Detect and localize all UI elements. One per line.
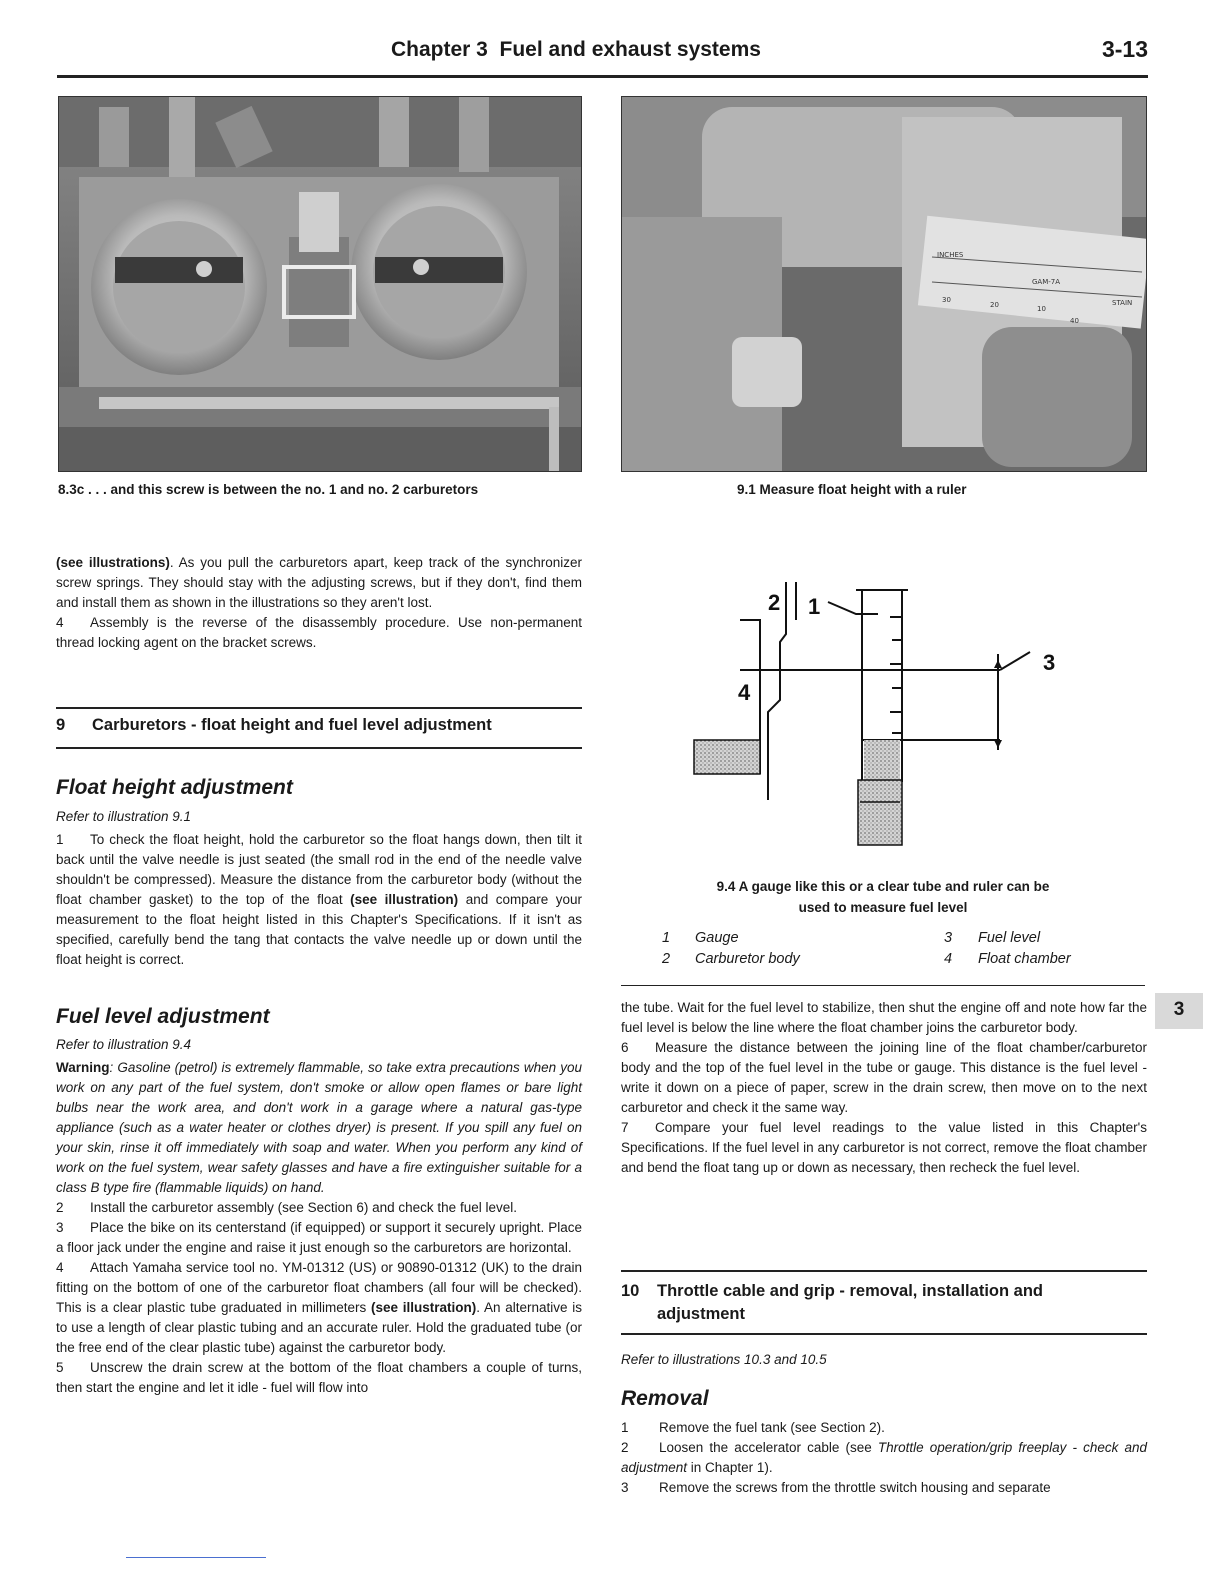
- chapter-title: Chapter 3 Fuel and exhaust systems: [391, 38, 761, 61]
- fp1-number: 1: [56, 832, 64, 847]
- legend-3-label: Fuel level: [978, 930, 1041, 946]
- section10-bottom-rule: [621, 1333, 1147, 1335]
- legend-4-num: 4: [944, 951, 953, 967]
- right-figure-caption: 9.1 Measure float height with a ruler: [737, 482, 967, 497]
- fl2-text: Install the carburetor assembly (see Section 6) and check the fuel level.: [90, 1200, 517, 1215]
- float-height-heading: Float height adjustment: [56, 776, 293, 799]
- warning-label: Warning: [56, 1060, 110, 1075]
- fl5-text: Unscrew the drain screw at the bottom of the float chambers a couple of turns, then start the engine and let it idle - fuel will flow into: [56, 1360, 582, 1395]
- section10-heading: [621, 1280, 1121, 1326]
- section10-top-rule: [621, 1270, 1147, 1272]
- p7-number: 7: [621, 1120, 629, 1135]
- fp1-bold: (see illustration): [350, 892, 459, 907]
- r1-text: Remove the fuel tank (see Section 2).: [659, 1420, 885, 1435]
- diagram-caption: [621, 876, 1145, 918]
- ruler-code-text: GAM-7A: [1032, 278, 1061, 286]
- carburetor-photo-art: [59, 97, 581, 471]
- legend-rule: [621, 985, 1145, 986]
- r3-number: 3: [621, 1480, 629, 1495]
- diagram-caption-line1: 9.4 A gauge like this or a clear tube and ruler can be: [716, 879, 1050, 894]
- bottom-link-underline: [126, 1557, 266, 1558]
- fuel-level-paragraphs: [56, 1058, 582, 1398]
- diagram-label-3: 3: [1043, 650, 1056, 675]
- fuel-level-diagram: [680, 572, 1100, 852]
- diagram-label-4: 4: [738, 680, 751, 705]
- fuel-level-heading: Fuel level adjustment: [56, 1005, 270, 1028]
- section9-number: 9: [56, 716, 66, 734]
- p6-text: Measure the distance between the joining line of the float chamber/carburetor body and the top of the fuel level in the tube or gauge. This distance is the fuel level - write it down on a piece of paper, screw in the drain screw, then move on to the next carburetor and check it the same way.: [621, 1040, 1147, 1115]
- diagram-label-2: 2: [768, 590, 781, 615]
- fl4-number: 4: [56, 1260, 64, 1275]
- ruler-photo-art: [622, 97, 1146, 471]
- section10-reference: Refer to illustrations 10.3 and 10.5: [621, 1352, 827, 1367]
- fl5-number: 5: [56, 1360, 64, 1375]
- section10-number: 10: [621, 1282, 640, 1300]
- r2-italic: Throttle operation/grip freeplay - check and adjustment: [621, 1440, 1147, 1475]
- left-intro-paragraph: [56, 553, 582, 653]
- diagram-label-1: 1: [808, 594, 821, 619]
- legend-1-num: 1: [662, 930, 671, 946]
- intro-bold: (see illustrations): [56, 555, 170, 570]
- float-height-paragraph: [56, 830, 582, 970]
- carburetor-photo: [58, 96, 582, 472]
- ruler-photo: [621, 96, 1147, 472]
- r3-text: Remove the screws from the throttle switch housing and separate: [659, 1480, 1051, 1495]
- legend-3-num: 3: [944, 930, 953, 946]
- header-rule: [57, 75, 1148, 78]
- ruler-tick-40: 40: [1070, 317, 1079, 325]
- ruler-stain-text: STAIN: [1112, 299, 1133, 307]
- p7-text: Compare your fuel level readings to the value listed in this Chapter's Specifications. If the fuel level in any carburetor is not correct, remove the float chamber and bend the float tang up or down as necessary, then recheck the fuel level.: [621, 1120, 1147, 1175]
- section9-title: Carburetors - float height and fuel level adjustment: [92, 716, 492, 734]
- diagram-legend: [662, 930, 1122, 974]
- section9-bottom-rule: [56, 747, 582, 749]
- legend-2-label: Carburetor body: [695, 951, 800, 967]
- section9-top-rule: [56, 707, 582, 709]
- r2-text-a: Loosen the accelerator cable (see: [659, 1440, 878, 1455]
- section10-title: Throttle cable and grip - removal, installation and adjustment: [657, 1282, 1043, 1323]
- removal-paragraphs: [621, 1418, 1147, 1498]
- legend-1-label: Gauge: [695, 930, 739, 946]
- ruler-tick-30: 30: [942, 296, 951, 304]
- section9-heading: [56, 716, 492, 735]
- page-number: 3-13: [1101, 36, 1148, 62]
- fl4-bold: (see illustration): [370, 1300, 477, 1315]
- fl4-text-a: Attach Yamaha service tool no. YM-01312 (US) or 90890-01312 (UK) to the drain fitting on the bottom of one of the carburetor float chambers (all four will be checked). This is a clear plastic tube graduated in millimeters: [56, 1260, 582, 1315]
- ruler-tick-20: 20: [990, 301, 999, 309]
- right-paragraphs: [621, 998, 1147, 1178]
- fl4-text-b: . An alternative is to use a length of clear plastic tubing and an accurate ruler. Hold the graduated tube (or the free end of the clear plastic tube) against the carburetor body.: [56, 1300, 582, 1355]
- chapter-side-tab[interactable]: 3: [1155, 993, 1203, 1029]
- intro-text: . As you pull the carburetors apart, keep track of the synchronizer screw springs. They should stay with the adjusting screws, but if they don't, find them and install them as shown in the illustrations so they aren't lost.: [56, 555, 582, 610]
- ruler-inches-text: INCHES: [937, 251, 964, 259]
- r1-number: 1: [621, 1420, 629, 1435]
- p4-number: 4: [56, 615, 64, 630]
- page-header: [58, 36, 1148, 66]
- fl2-number: 2: [56, 1200, 64, 1215]
- fuel-level-reference: Refer to illustration 9.4: [56, 1037, 192, 1052]
- r2-number: 2: [621, 1440, 629, 1455]
- ruler-tick-10: 10: [1037, 305, 1046, 313]
- p4-text: Assembly is the reverse of the disassembly procedure. Use non-permanent thread locking agent on the bracket screws.: [56, 615, 582, 650]
- left-figure-caption: 8.3c . . . and this screw is between the no. 1 and no. 2 carburetors: [58, 482, 479, 497]
- continued-text: the tube. Wait for the fuel level to stabilize, then shut the engine off and note how far the fuel level is below the line where the float chamber joins the carburetor body.: [621, 1000, 1147, 1035]
- diagram-caption-line2: used to measure fuel level: [798, 900, 968, 915]
- fuel-level-diagram-art: [680, 572, 1100, 852]
- legend-4-label: Float chamber: [978, 951, 1071, 967]
- fp1-text-a: To check the float height, hold the carburetor so the float hangs down, then tilt it back until the valve needle is just seated (the small rod in the end of the needle valve shouldn't be compressed). Measure the distance from the carburetor body (without the float chamber gasket) to the top of the float: [56, 832, 582, 907]
- float-height-reference: Refer to illustration 9.1: [56, 809, 192, 824]
- fl3-number: 3: [56, 1220, 64, 1235]
- removal-heading: Removal: [621, 1387, 709, 1410]
- warning-text: : Gasoline (petrol) is extremely flammable, so take extra precautions when you work on any part of the fuel system, don't smoke or allow open flames or bare light bulbs near the work area, and don't work in a garage where a natural gas-type appliance (such as a water heater or clothes dryer) is present. If you spill any fuel on your skin, rinse it off immediately with soap and water. When you perform any kind of work on the fuel system, wear safety glasses and have a fire extinguisher suitable for a class B type fire (flammable liquids) on hand.: [56, 1060, 582, 1195]
- legend-2-num: 2: [662, 951, 671, 967]
- p6-number: 6: [621, 1040, 629, 1055]
- r2-text-b: in Chapter 1).: [687, 1460, 773, 1475]
- fp1-text-b: and compare your measurement to the float height listed in this Chapter's Specifications. If it isn't as specified, carefully bend the tang that contacts the valve needle up or down until the float height is correct.: [56, 892, 582, 967]
- fl3-text: Place the bike on its centerstand (if equipped) or support it securely upright. Place a floor jack under the engine and raise it just enough so the carburetors are horizontal.: [56, 1220, 582, 1255]
